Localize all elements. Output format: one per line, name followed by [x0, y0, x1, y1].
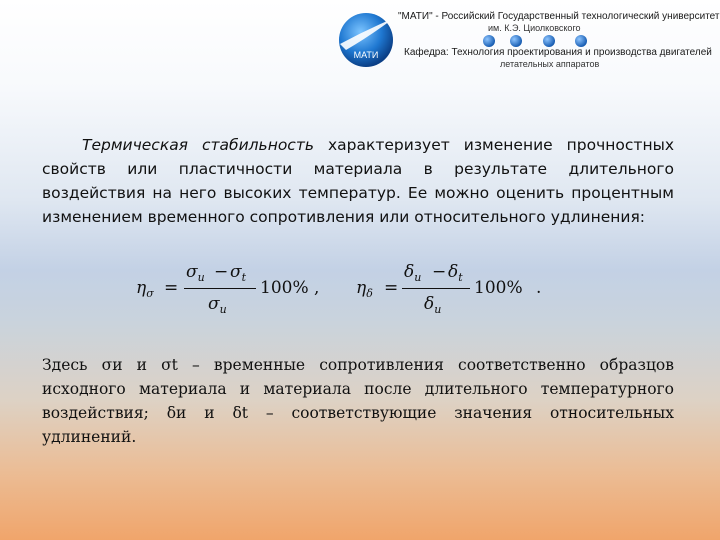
definition-paragraph [42, 133, 674, 229]
denominator-sub: и [219, 303, 227, 316]
formula-minus: − [432, 262, 447, 282]
dot-icon [575, 35, 587, 47]
formula-percent: 100% , [260, 278, 320, 298]
formula-delta [350, 258, 560, 328]
denominator-sub: и [434, 303, 442, 316]
university-subtitle: им. К.Э. Циолковского [488, 23, 581, 33]
formula-percent: 100% [474, 278, 523, 298]
numerator-b: δ [448, 262, 459, 282]
dot-icon [543, 35, 555, 47]
numerator-b-sub: t [241, 271, 247, 284]
numerator-a-sub: и [197, 271, 205, 284]
fraction-bar [402, 288, 470, 289]
dot-icon [510, 35, 522, 47]
mati-logo [336, 10, 396, 70]
numerator-a: σ [186, 262, 198, 282]
department-subtitle: летательных аппаратов [500, 59, 600, 69]
formula-minus: − [214, 262, 229, 282]
logo-text: МАТИ [353, 50, 379, 60]
definition-text: характеризует изменение прочностных свойств или пластичности материала в результате длительного воздействия на него высоких температур. Ее можно оценить процентным изменением временного сопротивления или относительного удлинения: [42, 136, 674, 226]
numerator-b-sub: t [458, 271, 463, 284]
formula-period: . [536, 278, 542, 298]
formula-equals: = [384, 278, 399, 298]
term: Термическая стабильность [82, 136, 314, 154]
formula-sigma [130, 258, 330, 328]
formula-lhs-sub: δ [366, 287, 373, 300]
numerator-b: σ [230, 262, 242, 282]
university-name: "МАТИ" - Российский Государственный технологический университет [398, 11, 720, 22]
denominator: σ [208, 294, 220, 314]
numerator-a-sub: и [414, 271, 422, 284]
formula-lhs: η [136, 278, 147, 298]
dot-icon [483, 35, 495, 47]
denominator: δ [424, 294, 435, 314]
department-name: Кафедра: Технология проектирования и производства двигателей [404, 47, 712, 58]
explanation-paragraph: Здесь σи и σt – временные сопротивления соответственно образцов исходного материала и материала после длительного температурного воздействия; δи и δt – соответствующие значения относительных удлинений. [42, 356, 674, 446]
formula-lhs: η [356, 278, 367, 298]
fraction-bar [184, 288, 256, 289]
formula-equals: = [164, 278, 179, 298]
formula-lhs-sub: σ [146, 287, 154, 300]
numerator-a: δ [404, 262, 415, 282]
